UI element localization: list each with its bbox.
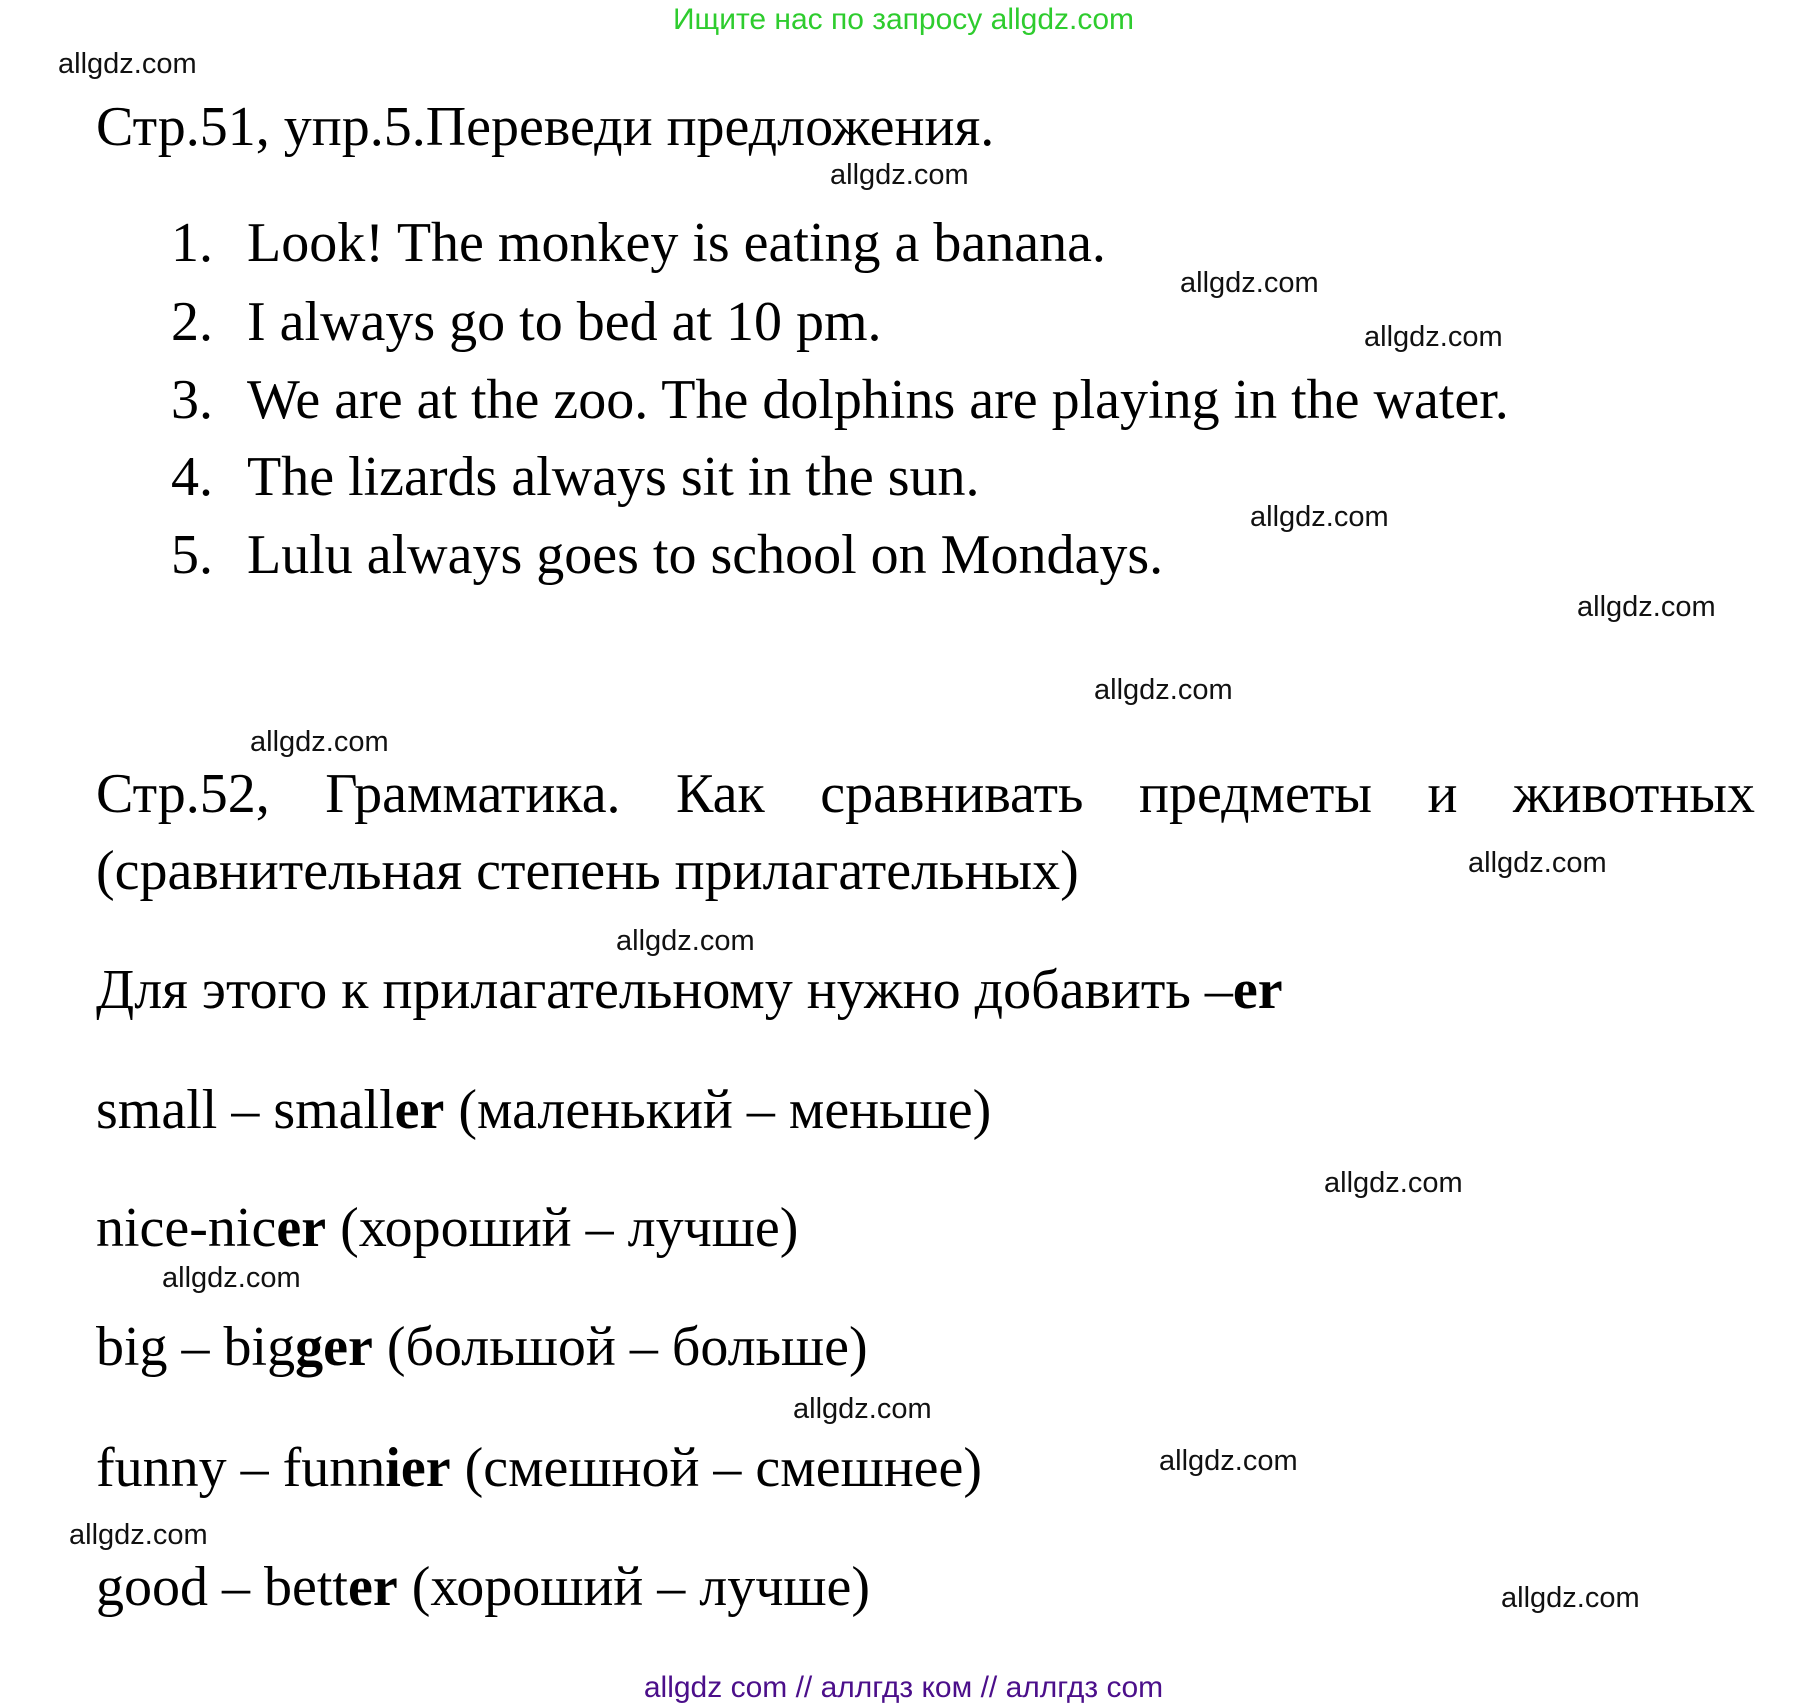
example-suffix: ier: [385, 1437, 451, 1499]
example-base: funny – funn: [96, 1437, 386, 1499]
top-banner: Ищите нас по запросу allgdz.com: [672, 3, 1135, 36]
section2-heading-line2: (сравнительная степень прилагательных): [96, 840, 1079, 902]
item-text: I always go to bed at 10 pm.: [247, 291, 882, 353]
example-suffix: er: [347, 1556, 398, 1618]
watermark: allgdz.com: [1468, 847, 1607, 879]
item-number: 2.: [171, 291, 213, 353]
example-translation: (смешной – смешнее): [450, 1437, 983, 1499]
item-number: 4.: [171, 446, 213, 508]
example-suffix: er: [276, 1197, 327, 1259]
item-text: The lizards always sit in the sun.: [247, 446, 980, 508]
example-translation: (хороший – лучше): [326, 1197, 799, 1259]
example-suffix: ger: [295, 1316, 373, 1378]
item-text: Lulu always goes to school on Mondays.: [247, 524, 1164, 586]
example-base: good – bett: [96, 1556, 348, 1618]
example-line: [96, 1079, 992, 1141]
watermark: allgdz.com: [1577, 591, 1716, 623]
example-line: [96, 1437, 983, 1499]
example-line: [96, 1197, 799, 1259]
rule-plain: Для этого к прилагательному нужно добавить –: [96, 959, 1233, 1021]
example-translation: (хороший – лучше): [397, 1556, 871, 1618]
example-suffix: er: [394, 1079, 445, 1141]
rule-suffix: er: [1232, 959, 1283, 1021]
watermark: allgdz.com: [162, 1262, 301, 1294]
watermark: allgdz.com: [1250, 501, 1389, 533]
example-line: [96, 1556, 871, 1618]
watermark: allgdz.com: [793, 1393, 932, 1425]
example-translation: (большой – больше): [372, 1316, 868, 1378]
item-text: Look! The monkey is eating a banana.: [247, 212, 1106, 274]
example-line: [96, 1316, 868, 1378]
watermark: allgdz.com: [1094, 674, 1233, 706]
watermark: allgdz.com: [69, 1519, 208, 1551]
watermark: allgdz.com: [1324, 1167, 1463, 1199]
example-base: small – small: [96, 1079, 395, 1141]
item-number: 1.: [171, 212, 213, 274]
item-number: 5.: [171, 524, 213, 586]
section2-heading-line1: Стр.52, Грамматика. Как сравнивать предметы и животных: [96, 763, 1755, 825]
watermark: allgdz.com: [830, 159, 969, 191]
example-base: nice-nic: [96, 1197, 277, 1259]
footer-banner: allgdz com // аллгдз ком // аллгдз com: [643, 1671, 1164, 1704]
watermark: allgdz.com: [1501, 1582, 1640, 1614]
watermark: allgdz.com: [616, 925, 755, 957]
example-translation: (маленький – меньше): [444, 1079, 992, 1141]
item-text: We are at the zoo. The dolphins are playing in the water.: [247, 369, 1509, 431]
watermark: allgdz.com: [58, 48, 197, 80]
watermark: allgdz.com: [1159, 1445, 1298, 1477]
example-base: big – big: [96, 1316, 296, 1378]
section1-heading: Стр.51, упр.5.Переведи предложения.: [96, 96, 995, 158]
watermark: allgdz.com: [1364, 321, 1503, 353]
rule-text: [96, 959, 1283, 1021]
item-number: 3.: [171, 369, 213, 431]
watermark: allgdz.com: [1180, 267, 1319, 299]
watermark: allgdz.com: [250, 726, 389, 758]
